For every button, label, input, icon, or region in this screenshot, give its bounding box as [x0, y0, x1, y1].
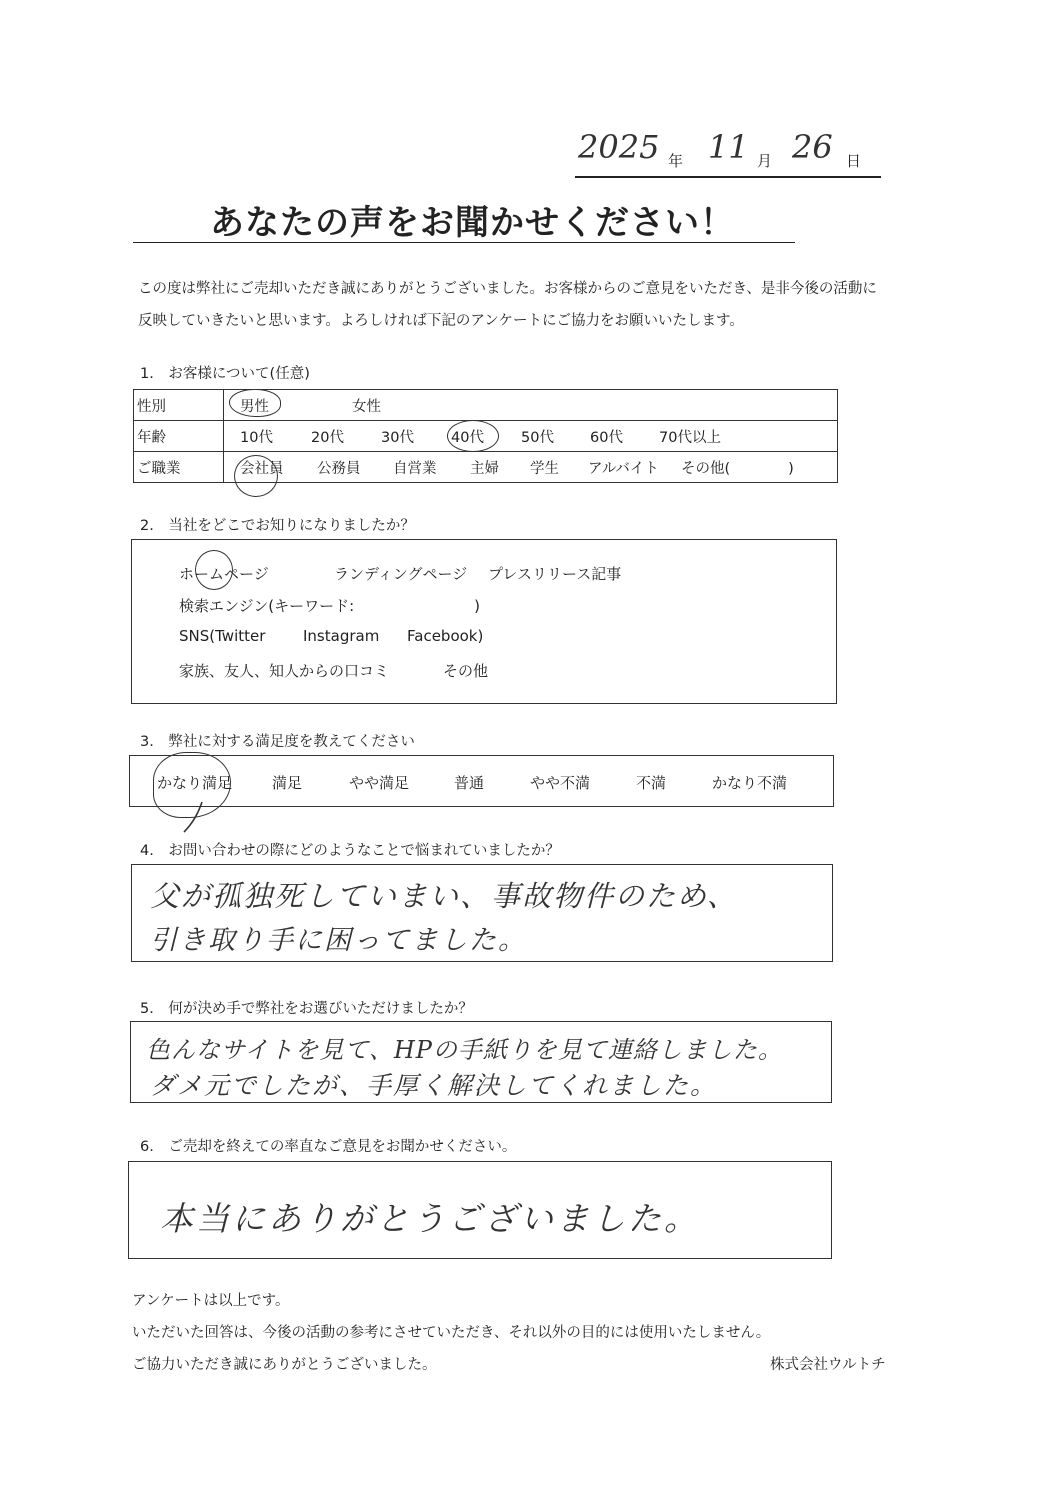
- option-satisfied[interactable]: 満足: [272, 774, 303, 792]
- selection-circle-homepage: [195, 550, 233, 590]
- occupation-options: [224, 452, 838, 483]
- selection-circle-40s: [447, 420, 499, 452]
- date-day-unit: 日: [846, 152, 862, 170]
- option-female[interactable]: 女性: [352, 398, 381, 415]
- option-homepage[interactable]: ホームページ: [179, 565, 269, 583]
- option-search-engine[interactable]: 検索エンジン(キーワード: ): [179, 597, 481, 615]
- option-age-20[interactable]: 20代: [311, 429, 344, 446]
- section1-heading: 1. お客様について(任意): [140, 366, 310, 382]
- section6-heading: 6. ご売却を終えての率直なご意見をお聞かせください。: [140, 1139, 517, 1155]
- option-part-time[interactable]: アルバイト: [588, 460, 659, 477]
- option-very-satisfied[interactable]: かなり満足: [157, 774, 233, 792]
- option-age-10[interactable]: 10代: [240, 429, 273, 446]
- selection-circle-male: [229, 389, 281, 417]
- page-title: あなたの声をお聞かせください！: [210, 203, 735, 243]
- row-label-gender: 性別: [134, 390, 224, 421]
- option-press-release[interactable]: プレスリリース記事: [488, 565, 622, 583]
- option-somewhat-dissatisfied[interactable]: やや不満: [530, 774, 591, 792]
- footer-line-1: アンケートは以上です。: [132, 1293, 290, 1309]
- intro-line-1: この度は弊社にご売却いただき誠にありがとうございました。お客様からのご意見をいただき、是非今後の活動に: [138, 281, 877, 297]
- section5-heading: 5. 何が決め手で弊社をお選びいただけましたか？: [140, 1001, 473, 1017]
- date-day: 26: [792, 128, 833, 166]
- option-sns-twitter[interactable]: SNS(Twitter: [179, 627, 266, 645]
- section2-heading: 2. 当社をどこでお知りになりましたか？: [140, 518, 415, 534]
- section5-answer-line-2: ダメ元でしたが、手厚く解決してくれました。: [150, 1071, 718, 1100]
- section3-heading: 3. 弊社に対する満足度を教えてください: [140, 734, 415, 750]
- row-label-occupation: ご職業: [134, 452, 224, 483]
- option-age-40[interactable]: 40代: [451, 429, 484, 446]
- option-age-30[interactable]: 30代: [381, 429, 414, 446]
- footer-line-2: いただいた回答は、今後の活動の参考にさせていただき、それ以外の目的には使用いたしません。: [132, 1325, 771, 1341]
- section4-answer-line-1: 父が孤独死していまい、事故物件のため、: [150, 879, 738, 913]
- option-age-60[interactable]: 60代: [590, 429, 623, 446]
- section4-answer-line-2: 引き取り手に困ってました。: [150, 925, 527, 956]
- option-age-50[interactable]: 50代: [521, 429, 554, 446]
- option-landing-page[interactable]: ランディングページ: [334, 565, 468, 583]
- title-underline: [133, 242, 795, 243]
- selection-circle-company-employee: [234, 455, 278, 497]
- circle-tail-stroke: [180, 800, 210, 834]
- option-public-servant[interactable]: 公務員: [317, 460, 361, 477]
- gender-options: [224, 390, 838, 421]
- date-month-unit: 月: [757, 152, 773, 170]
- option-other[interactable]: その他( ): [681, 460, 794, 477]
- option-male[interactable]: 男性: [240, 398, 269, 415]
- option-sns-facebook[interactable]: Facebook): [407, 627, 484, 645]
- option-housewife[interactable]: 主婦: [470, 460, 499, 477]
- footer-line-3: ご協力いただき誠にありがとうございました。: [132, 1357, 437, 1373]
- option-neutral[interactable]: 普通: [454, 774, 485, 792]
- option-company-employee[interactable]: 会社員: [240, 460, 284, 477]
- option-other-source[interactable]: その他: [443, 662, 489, 680]
- date-underline: [575, 176, 881, 178]
- option-age-70plus[interactable]: 70代以上: [659, 429, 721, 446]
- intro-line-2: 反映していきたいと思います。よろしければ下記のアンケートにご協力をお願いいたします。: [138, 313, 744, 329]
- date-month: 11: [708, 128, 749, 166]
- section5-answer-line-1: 色んなサイトを見て、HPの手紙りを見て連絡しました。: [146, 1036, 783, 1064]
- date-year-unit: 年: [668, 152, 684, 170]
- option-sns-instagram[interactable]: Instagram: [303, 627, 380, 645]
- company-name: 株式会社ウルトチ: [770, 1357, 886, 1373]
- option-student[interactable]: 学生: [530, 460, 559, 477]
- section4-heading: 4. お問い合わせの際にどのようなことで悩まれていましたか？: [140, 843, 560, 859]
- option-very-dissatisfied[interactable]: かなり不満: [712, 774, 788, 792]
- option-dissatisfied[interactable]: 不満: [636, 774, 667, 792]
- option-word-of-mouth[interactable]: 家族、友人、知人からの口コミ: [179, 662, 390, 680]
- age-options: [224, 421, 838, 452]
- option-somewhat-satisfied[interactable]: やや満足: [349, 774, 410, 792]
- option-self-employed[interactable]: 自営業: [393, 460, 437, 477]
- row-label-age: 年齢: [134, 421, 224, 452]
- section6-answer: 本当にありがとうございました。: [160, 1199, 700, 1238]
- date-year: 2025: [578, 128, 660, 166]
